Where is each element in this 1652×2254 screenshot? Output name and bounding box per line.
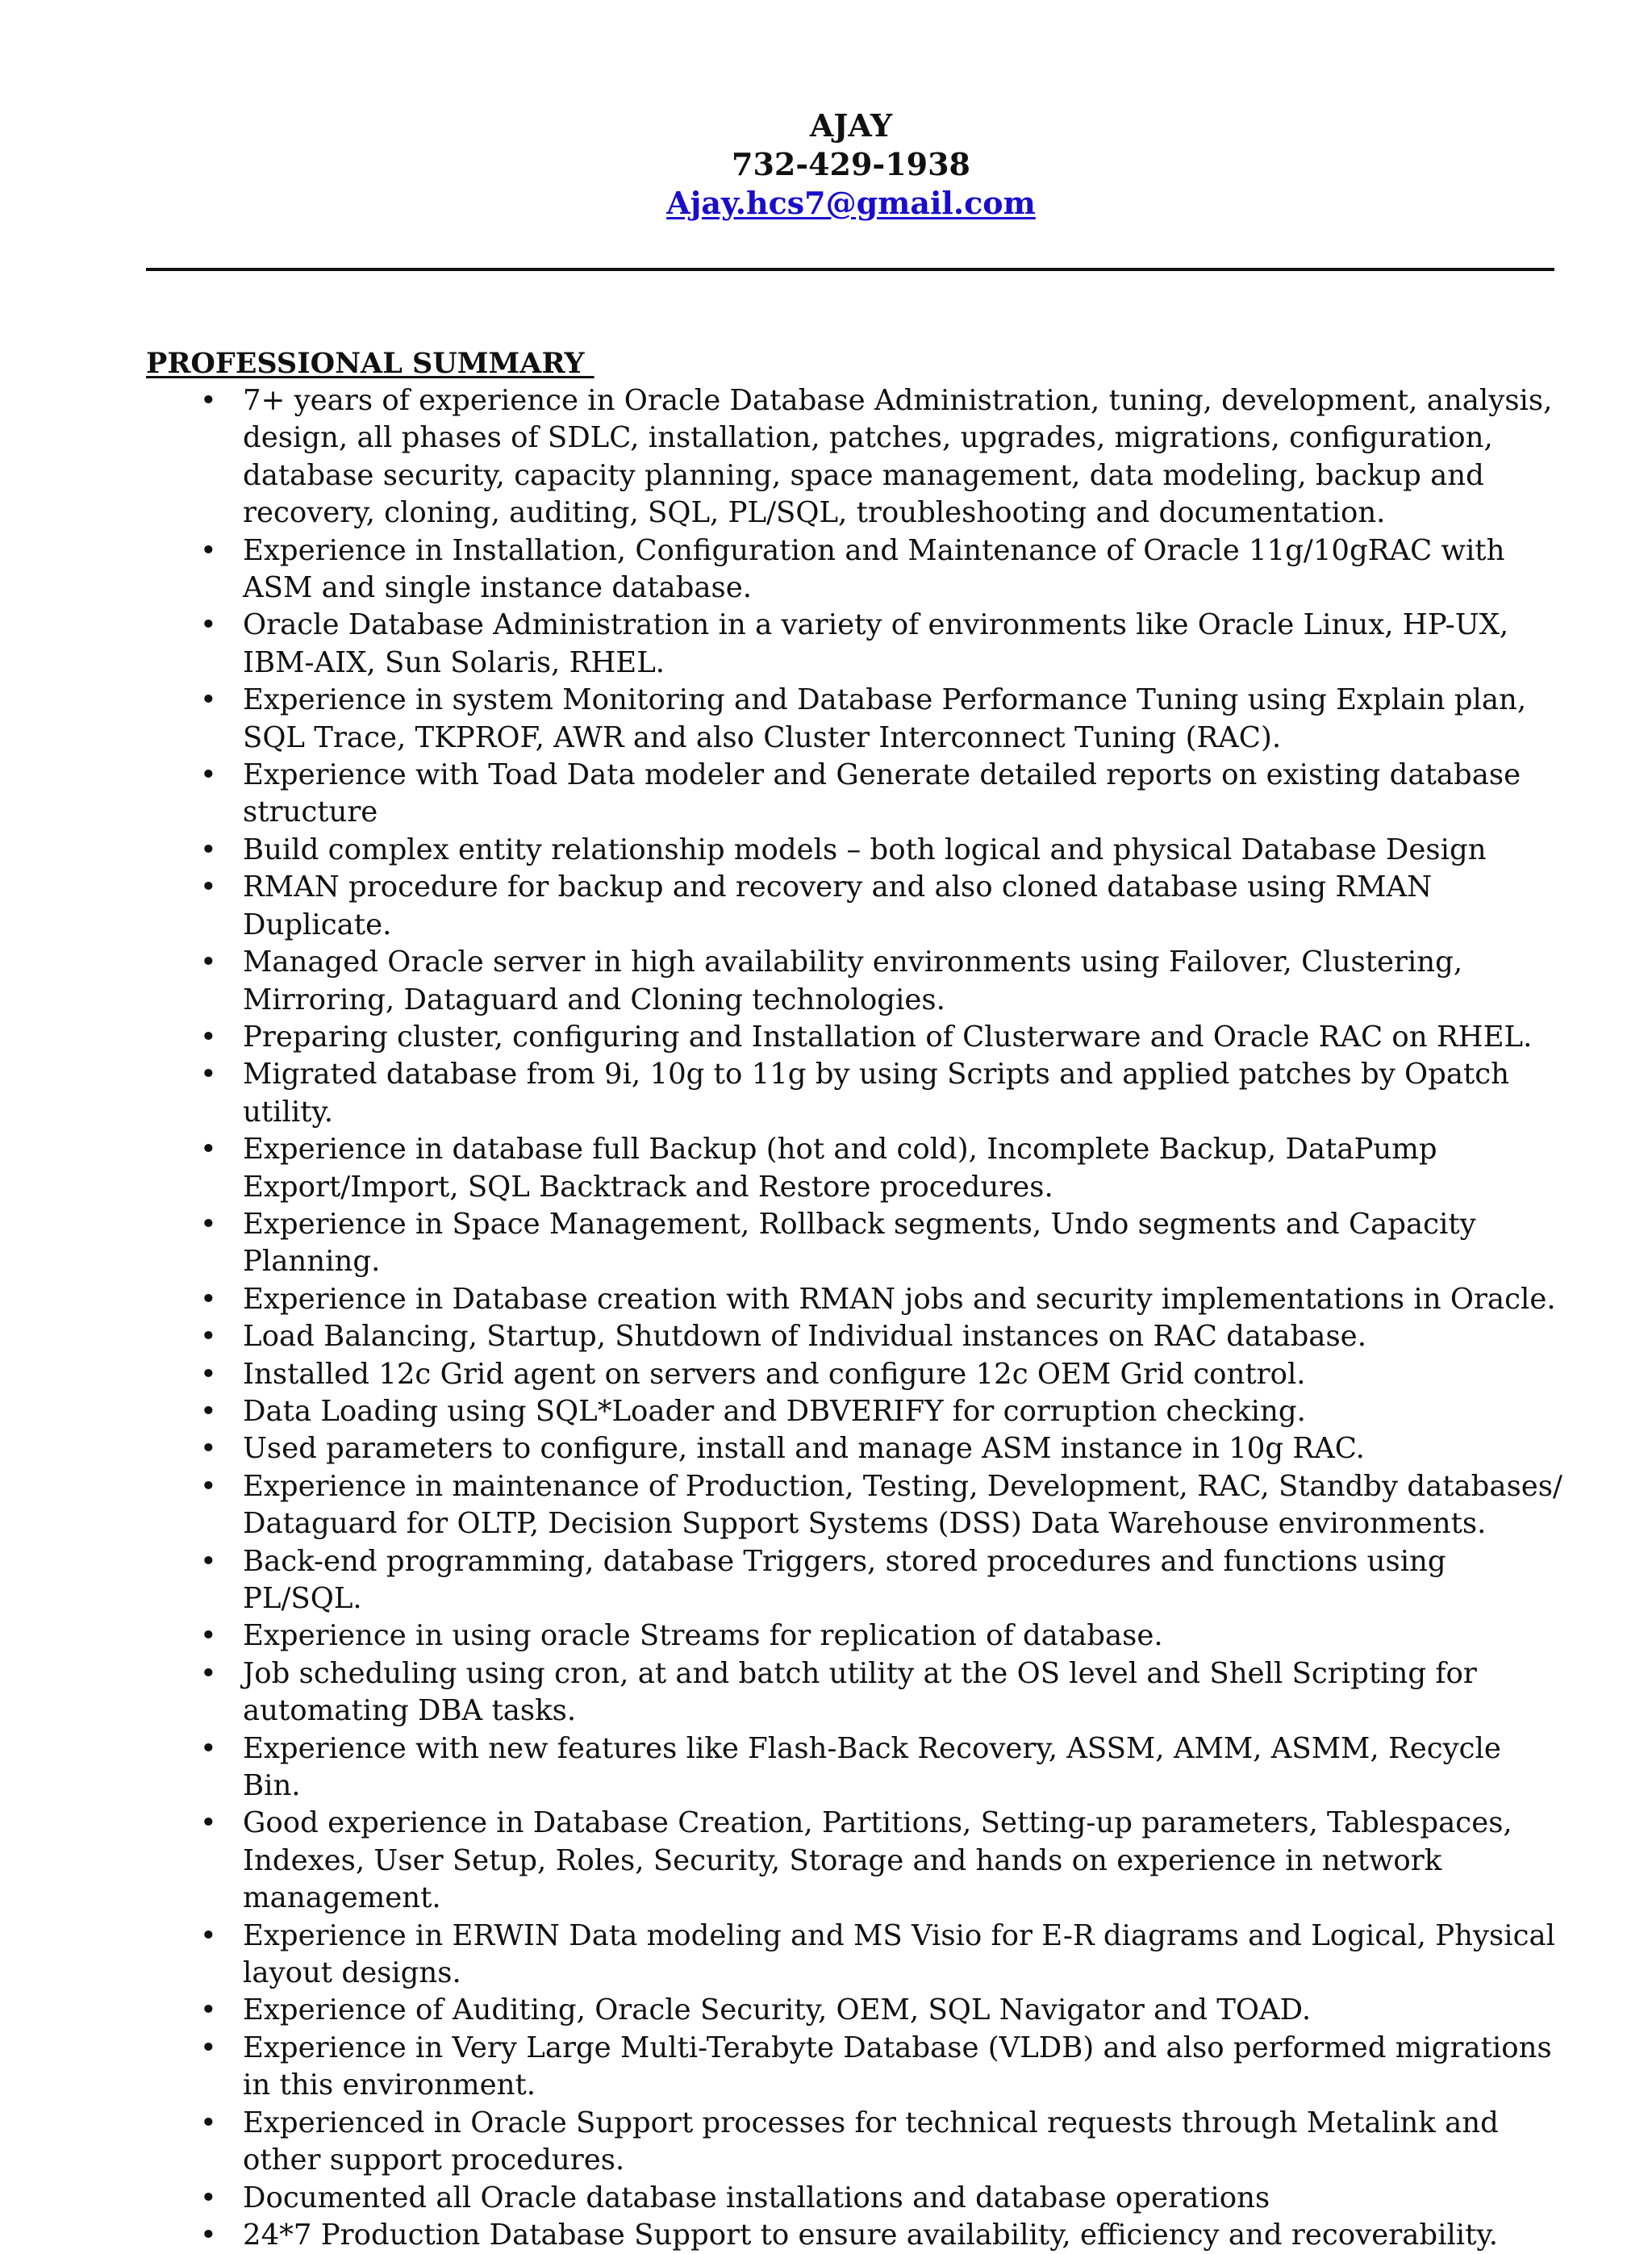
summary-item (146, 1056, 1566, 1131)
summary-item-text: Back-end programming, database Triggers, stored procedures and functions using PL/SQL. (243, 1544, 1446, 1615)
summary-item (146, 1131, 1566, 1206)
bullet-icon: • (200, 2106, 217, 2139)
summary-item (146, 2030, 1566, 2105)
summary-item-text: Used parameters to configure, install and manage ASM instance in 10g RAC. (243, 1432, 1365, 1466)
summary-item (146, 944, 1566, 1019)
summary-item (146, 1468, 1566, 1543)
summary-item-text: Installed 12c Grid agent on servers and configure 12c OEM Grid control. (243, 1357, 1306, 1391)
bullet-icon: • (200, 833, 217, 866)
summary-item (146, 869, 1566, 944)
summary-item-text: Good experience in Database Creation, Partitions, Setting-up parameters, Tablespaces, Indexes, User Setup, Roles, Security, Storage and hands on experience in network management. (243, 1806, 1512, 1915)
summary-item-text: Experience in Installation, Configuration and Maintenance of Oracle 11g/10gRAC with ASM and single instance database. (243, 533, 1505, 605)
summary-item-text: Experience in system Monitoring and Database Performance Tuning using Explain plan, SQL Trace, TKPROF, AWR and also Cluster Interconnect Tuning (RAC). (243, 683, 1527, 754)
bullet-icon: • (200, 1657, 217, 1690)
summary-item (146, 2217, 1566, 2254)
summary-item-text: Load Balancing, Startup, Shutdown of Individual instances on RAC database. (243, 1320, 1366, 1354)
phone-number: 732-429-1938 (732, 146, 970, 182)
summary-item (146, 757, 1566, 832)
bullet-icon: • (200, 684, 217, 717)
summary-item-text: Job scheduling using cron, at and batch utility at the OS level and Shell Scripting for automating DBA tasks. (243, 1656, 1477, 1728)
bullet-icon: • (200, 1545, 217, 1578)
bullet-icon: • (200, 1732, 217, 1765)
summary-item (146, 1992, 1566, 2029)
summary-item (146, 1805, 1566, 1917)
header-divider (146, 268, 1554, 271)
summary-item-text: 24*7 Production Database Support to ensure availability, efficiency and recoverability. (243, 2218, 1499, 2252)
summary-item (146, 1918, 1566, 1993)
bullet-icon: • (200, 609, 217, 642)
summary-item (146, 382, 1566, 532)
bullet-icon: • (200, 1433, 217, 1466)
summary-item (146, 682, 1566, 757)
summary-item-text: Preparing cluster, configuring and Installation of Clusterware and Oracle RAC on RHEL. (243, 1020, 1533, 1054)
summary-item (146, 2105, 1566, 2180)
summary-item (146, 607, 1566, 682)
summary-item-text: Experience of Auditing, Oracle Security, OEM, SQL Navigator and TOAD. (243, 1993, 1312, 2027)
professional-summary-list (146, 382, 1566, 2254)
summary-item (146, 1543, 1566, 1618)
bullet-icon: • (200, 1283, 217, 1316)
bullet-icon: • (200, 2031, 217, 2064)
summary-item-text: Migrated database from 9i, 10g to 11g by using Scripts and applied patches by Opatch utility. (243, 1058, 1510, 1129)
summary-item-text: Experience in Space Management, Rollback segments, Undo segments and Capacity Planning. (243, 1207, 1476, 1279)
summary-item-text: Experience with new features like Flash-Back Recovery, ASSM, AMM, ASMM, Recycle Bin. (243, 1731, 1501, 1803)
bullet-icon: • (200, 1807, 217, 1840)
bullet-icon: • (200, 2219, 217, 2252)
bullet-icon: • (200, 1321, 217, 1354)
summary-item-text: Oracle Database Administration in a variety of environments like Oracle Linux, HP-UX, IBM-AIX, Sun Solaris, RHEL. (243, 608, 1509, 679)
summary-item (146, 2180, 1566, 2217)
summary-item (146, 1730, 1566, 1805)
summary-item (146, 1393, 1566, 1430)
summary-item-text: Experience in maintenance of Production, Testing, Development, RAC, Standby databases/ Dataguard for OLTP, Decision Support Systems (DSS) Data Warehouse environments. (243, 1469, 1562, 1541)
summary-item-text: Experience in ERWIN Data modeling and MS Visio for E-R diagrams and Logical, Physical layout designs. (243, 1918, 1555, 1990)
summary-item-text: Experience with Toad Data modeler and Generate detailed reports on existing database structure (243, 758, 1521, 829)
summary-item-text: Documented all Oracle database installations and database operations (243, 2181, 1270, 2214)
summary-item (146, 1206, 1566, 1281)
bullet-icon: • (200, 1994, 217, 2027)
bullet-icon: • (200, 534, 217, 567)
summary-item-text: Build complex entity relationship models – both logical and physical Database Design (243, 833, 1487, 866)
summary-item-text: Experienced in Oracle Support processes for technical requests through Metalink and other support procedures. (243, 2106, 1499, 2177)
summary-item-text: Data Loading using SQL*Loader and DBVERIFY for corruption checking. (243, 1394, 1306, 1428)
summary-item-text: 7+ years of experience in Oracle Database Administration, tuning, development, analysis, design, all phases of SDLC, installation, patches, upgrades, migrations, configuration, database security, capacity planning, space management, data modeling, backup and recovery, cloning, auditing, SQL, PL/SQL, troubleshooting and documentation. (243, 384, 1553, 530)
summary-item (146, 1019, 1566, 1056)
summary-item-text: Experience in Very Large Multi-Terabyte Database (VLDB) and also performed migrations in this environment. (243, 2031, 1552, 2102)
bullet-icon: • (200, 385, 217, 417)
bullet-icon: • (200, 1919, 217, 1952)
bullet-icon: • (200, 1058, 217, 1092)
bullet-icon: • (200, 1208, 217, 1241)
summary-item (146, 1356, 1566, 1393)
contact-header (0, 106, 1652, 223)
summary-item (146, 532, 1566, 607)
bullet-icon: • (200, 759, 217, 792)
summary-item (146, 1655, 1566, 1730)
summary-item (146, 1430, 1566, 1467)
summary-item-text: Experience in Database creation with RMAN jobs and security implementations in Oracle. (243, 1282, 1556, 1316)
bullet-icon: • (200, 871, 217, 904)
professional-summary-heading: PROFESSIONAL SUMMARY (146, 347, 594, 380)
bullet-icon: • (200, 1021, 217, 1054)
candidate-name: AJAY (809, 107, 893, 144)
summary-item-text: Experience in database full Backup (hot and cold), Incomplete Backup, DataPump Export/Import, SQL Backtrack and Restore procedures. (243, 1133, 1437, 1204)
summary-item (146, 1281, 1566, 1318)
summary-item (146, 1617, 1566, 1655)
summary-item (146, 1318, 1566, 1355)
summary-item-text: Experience in using oracle Streams for replication of database. (243, 1619, 1163, 1653)
summary-item-text: RMAN procedure for backup and recovery and also cloned database using RMAN Duplicate. (243, 870, 1433, 941)
email-line (0, 184, 1652, 223)
bullet-icon: • (200, 1133, 217, 1167)
bullet-icon: • (200, 1470, 217, 1503)
bullet-icon: • (200, 1395, 217, 1428)
bullet-icon: • (200, 1358, 217, 1391)
summary-item-text: Managed Oracle server in high availability environments using Failover, Clustering, Mirroring, Dataguard and Cloning technologies. (243, 945, 1463, 1016)
summary-item (146, 832, 1566, 869)
bullet-icon: • (200, 946, 217, 979)
bullet-icon: • (200, 1620, 217, 1653)
bullet-icon: • (200, 2181, 217, 2214)
email-link[interactable]: Ajay.hcs7@gmail.com (666, 185, 1036, 221)
